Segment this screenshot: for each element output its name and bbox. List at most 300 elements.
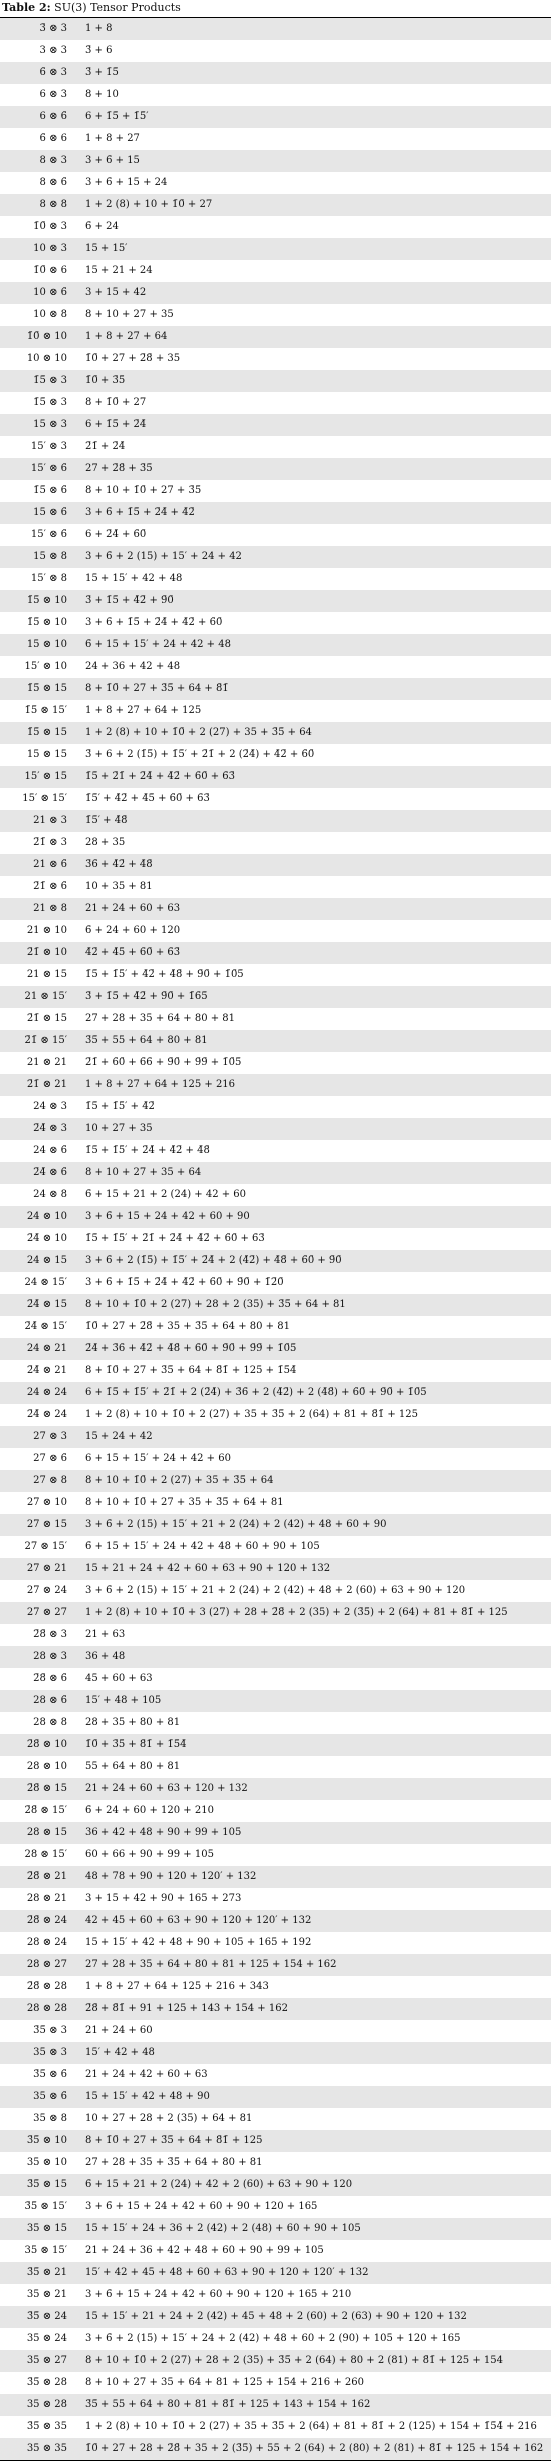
table-row xyxy=(0,2196,551,2218)
decomposition-rhs: 21 + 24 + 36 + 42 + 48 + 60 + 90 + 99 + 105 xyxy=(73,2240,551,2262)
decomposition-rhs: 6 + 2̄4̄ + 6̄0̄ xyxy=(73,524,551,546)
product-lhs: 35 ⊗ 28 xyxy=(0,2394,73,2416)
product-lhs: 35 ⊗ 8 xyxy=(0,2108,73,2130)
table-row xyxy=(0,634,551,656)
decomposition-rhs: 15 + 15′ + 42 + 48 + 90 + 105 + 165 + 192 xyxy=(73,1932,551,1954)
product-lhs: 15′ ⊗ 15′ xyxy=(0,788,73,810)
decomposition-rhs: 1̄5̄ + 1̄5̄′ + 4̄2̄ + 4̄8̄ + 9̄0̄ + 1̄0̄5̄ xyxy=(73,964,551,986)
product-lhs: 2̄8̄ ⊗ 3 xyxy=(0,1624,73,1646)
table-row xyxy=(0,414,551,436)
decomposition-rhs: 6 + 1̄5̄ + 1̄5̄′ + 2̄1̄ + 2 (2̄4̄) + 3̄6̄ + 2 (4̄2̄) + 2 (4̄8̄) + 6̄0̄ + 9̄0̄ + 1̄0̄5̄ xyxy=(73,1382,551,1404)
product-lhs: 10 ⊗ 8 xyxy=(0,304,73,326)
decomposition-rhs: 27 + 28 + 35 + 64 + 80 + 81 xyxy=(73,1008,551,1030)
product-lhs: 2̄1̄ ⊗ 15′ xyxy=(0,1030,73,1052)
table-row xyxy=(0,62,551,84)
product-lhs: 15′ ⊗ 15 xyxy=(0,766,73,788)
decomposition-rhs: 2̄8̄ + 8̄1̄ + 91 + 125 + 143 + 154 + 162 xyxy=(73,1998,551,2020)
table-row xyxy=(0,172,551,194)
decomposition-rhs: 3̄5̄ + 55 + 64 + 80 + 81 xyxy=(73,1030,551,1052)
table-row xyxy=(0,986,551,1008)
decomposition-rhs: 1 + 8 + 27 + 64 xyxy=(73,326,551,348)
product-lhs: 35 ⊗ 15′ xyxy=(0,2240,73,2262)
table-row xyxy=(0,1580,551,1602)
decomposition-rhs: 21 + 63 xyxy=(73,1624,551,1646)
table-row xyxy=(0,1536,551,1558)
product-lhs: 35 ⊗ 35 xyxy=(0,2438,73,2460)
table-row xyxy=(0,1426,551,1448)
decomposition-rhs: 1 + 2 (8) + 10 + 1̄0̄ + 27 xyxy=(73,194,551,216)
decomposition-rhs: 15 + 15′ xyxy=(73,238,551,260)
table-row xyxy=(0,216,551,238)
decomposition-rhs: 21 + 24 + 60 + 63 + 120 + 132 xyxy=(73,1778,551,1800)
table-row xyxy=(0,1008,551,1030)
decomposition-rhs: 21 + 24 + 42 + 60 + 63 xyxy=(73,2064,551,2086)
table-row xyxy=(0,40,551,62)
decomposition-rhs: 15′ + 42 + 45 + 48 + 60 + 63 + 90 + 120 + 120′ + 132 xyxy=(73,2262,551,2284)
table-row xyxy=(0,2108,551,2130)
decomposition-rhs: 1̄5̄′ + 4̄2̄ + 4̄5̄ + 6̄0̄ + 6̄3̄ xyxy=(73,788,551,810)
product-lhs: 3̄5̄ ⊗ 10 xyxy=(0,2130,73,2152)
decomposition-rhs: 1 + 2 (8) + 10 + 1̄0̄ + 2 (27) + 35 + 3̄5̄ + 2 (64) + 81 + 8̄1̄ + 2 (125) + 154 + 1̄5̄4̄ + 216 xyxy=(73,2416,551,2438)
table-row xyxy=(0,238,551,260)
table-row xyxy=(0,106,551,128)
product-lhs: 28 ⊗ 27 xyxy=(0,1954,73,1976)
table-row xyxy=(0,1096,551,1118)
table-row xyxy=(0,1448,551,1470)
product-lhs: 1̄5̄ ⊗ 3 xyxy=(0,392,73,414)
table-row xyxy=(0,1184,551,1206)
product-lhs: 1̄0̄ ⊗ 10 xyxy=(0,326,73,348)
table-row xyxy=(0,2394,551,2416)
table-row xyxy=(0,854,551,876)
table-row xyxy=(0,18,551,40)
decomposition-rhs: 8 + 1̄0̄ + 27 xyxy=(73,392,551,414)
table-row xyxy=(0,1162,551,1184)
decomposition-rhs: 3̄ + 6 xyxy=(73,40,551,62)
table-row xyxy=(0,744,551,766)
decomposition-rhs: 21 + 24 + 60 + 63 xyxy=(73,898,551,920)
table-row xyxy=(0,2284,551,2306)
product-lhs: 27 ⊗ 15′ xyxy=(0,1536,73,1558)
product-lhs: 27 ⊗ 27 xyxy=(0,1602,73,1624)
decomposition-rhs: 3̄5̄ + 55 + 64 + 80 + 81 + 8̄1̄ + 125 + 143 + 154 + 162 xyxy=(73,2394,551,2416)
decomposition-rhs: 1̄5̄ + 1̄5̄′ + 2̄1̄ + 2̄4̄ + 4̄2̄ + 6̄0̄ + 6̄3̄ xyxy=(73,1228,551,1250)
product-lhs: 2̄1̄ ⊗ 21 xyxy=(0,1074,73,1096)
decomposition-rhs: 10 + 27 + 35 xyxy=(73,1118,551,1140)
product-lhs: 2̄8̄ ⊗ 28 xyxy=(0,1976,73,1998)
decomposition-rhs: 3 + 6̄ + 15 + 24 xyxy=(73,172,551,194)
table-row xyxy=(0,2438,551,2460)
table-row xyxy=(0,370,551,392)
decomposition-rhs: 2̄1̄ + 2̄4̄ xyxy=(73,436,551,458)
decomposition-rhs: 8 + 10 + 1̄0̄ + 2 (27) + 28 + 2 (35) + 3̄5̄ + 2 (64) + 80 + 2 (81) + 8̄1̄ + 125 + 154 xyxy=(73,2350,551,2372)
table-row xyxy=(0,2416,551,2438)
product-lhs: 24 ⊗ 24 xyxy=(0,1382,73,1404)
table-row xyxy=(0,1756,551,1778)
table-row xyxy=(0,810,551,832)
product-lhs: 3̄5̄ ⊗ 3 xyxy=(0,2020,73,2042)
decomposition-rhs: 3 + 6̄ + 1̄5̄ + 2̄4̄ + 4̄2̄ + 6̄0̄ + 9̄0̄ + 1̄2̄0̄ xyxy=(73,1272,551,1294)
product-lhs: 3̄5̄ ⊗ 6̄ xyxy=(0,2064,73,2086)
table-row xyxy=(0,1404,551,1426)
table-row xyxy=(0,2064,551,2086)
decomposition-rhs: 21 + 24 + 60 xyxy=(73,2020,551,2042)
decomposition-rhs: 3 + 6̄ + 2 (15) + 15′ + 24 + 2 (42) + 48 + 60 + 2 (90) + 105 + 120 + 165 xyxy=(73,2328,551,2350)
product-lhs: 24 ⊗ 15′ xyxy=(0,1272,73,1294)
decomposition-rhs: 1 + 2 (8) + 10 + 1̄0̄ + 2 (27) + 35 + 3̄5̄ + 64 xyxy=(73,722,551,744)
decomposition-rhs: 6 + 1̄5̄ + 2̄4̄ xyxy=(73,414,551,436)
decomposition-rhs: 27 + 2̄8̄ + 3̄5̄ xyxy=(73,458,551,480)
decomposition-rhs: 6̄ + 15 + 21 + 2 (24) + 42 + 60 xyxy=(73,1184,551,1206)
table-row xyxy=(0,1316,551,1338)
product-lhs: 3̄5̄ ⊗ 15 xyxy=(0,2174,73,2196)
table-row xyxy=(0,1206,551,1228)
table-row xyxy=(0,194,551,216)
decomposition-rhs: 6̄ + 15 + 15′ + 24 + 42 + 48 xyxy=(73,634,551,656)
table-row xyxy=(0,1668,551,1690)
table-row xyxy=(0,1624,551,1646)
product-lhs: 1̄5̄ ⊗ 15 xyxy=(0,678,73,700)
table-row xyxy=(0,1492,551,1514)
product-lhs: 1̄5̄ ⊗ 6̄ xyxy=(0,480,73,502)
table-row xyxy=(0,920,551,942)
decomposition-rhs: 6 + 15 + 15′ + 24 + 42 + 60 xyxy=(73,1448,551,1470)
table-row xyxy=(0,2350,551,2372)
product-lhs: 1̄5̄ ⊗ 10 xyxy=(0,612,73,634)
decomposition-rhs: 60 + 66 + 90 + 99 + 105 xyxy=(73,1844,551,1866)
decomposition-rhs: 42 + 45 + 60 + 63 + 90 + 120 + 120′ + 132 xyxy=(73,1910,551,1932)
table-row xyxy=(0,1272,551,1294)
product-lhs: 2̄4̄ ⊗ 10 xyxy=(0,1228,73,1250)
table-row xyxy=(0,480,551,502)
decomposition-rhs: 28 + 35 + 80 + 81 xyxy=(73,1712,551,1734)
decomposition-rhs: 8 + 1̄0̄ + 27 + 3̄5̄ + 64 + 8̄1̄ + 125 + 1̄5̄4̄ xyxy=(73,1360,551,1382)
table-row xyxy=(0,502,551,524)
decomposition-rhs: 15 + 21 + 24 xyxy=(73,260,551,282)
table-row xyxy=(0,1690,551,1712)
decomposition-rhs: 1̄5̄′ + 4̄8̄ xyxy=(73,810,551,832)
table-row xyxy=(0,1998,551,2020)
product-lhs: 3 ⊗ 3 xyxy=(0,40,73,62)
decomposition-rhs: 3 + 6̄ + 1̄5̄ + 2̄4̄ + 4̄2̄ xyxy=(73,502,551,524)
decomposition-rhs: 3̄ + 1̄5̄ + 4̄2̄ + 9̄0̄ + 1̄6̄5̄ xyxy=(73,986,551,1008)
decomposition-rhs: 1̄0̄ + 3̄5̄ xyxy=(73,370,551,392)
decomposition-rhs: 3 + 6̄ + 15 + 24 + 42 + 60 + 90 + 120 + 165 xyxy=(73,2196,551,2218)
product-lhs: 2̄4̄ ⊗ 15′ xyxy=(0,1316,73,1338)
top-rule xyxy=(0,17,551,18)
table-row xyxy=(0,1382,551,1404)
table-row xyxy=(0,898,551,920)
product-lhs: 3̄ ⊗ 3 xyxy=(0,18,73,40)
decomposition-rhs: 6 + 1̄5̄ + 1̄5̄′ xyxy=(73,106,551,128)
product-lhs: 35 ⊗ 21 xyxy=(0,2284,73,2306)
product-lhs: 2̄8̄ ⊗ 15 xyxy=(0,1778,73,1800)
table-row xyxy=(0,1800,551,1822)
table-row xyxy=(0,458,551,480)
table-row xyxy=(0,1338,551,1360)
table-row xyxy=(0,392,551,414)
table-row xyxy=(0,1646,551,1668)
decomposition-rhs: 15 + 15′ + 21 + 24 + 2 (42) + 45 + 48 + 2 (60) + 2 (63) + 90 + 120 + 132 xyxy=(73,2306,551,2328)
product-lhs: 1̄5̄ ⊗ 15 xyxy=(0,722,73,744)
product-lhs: 28 ⊗ 15′ xyxy=(0,1844,73,1866)
table-row xyxy=(0,2240,551,2262)
decomposition-rhs: 8 + 10 xyxy=(73,84,551,106)
product-lhs: 10 ⊗ 3 xyxy=(0,238,73,260)
table-row xyxy=(0,2086,551,2108)
table-row xyxy=(0,1888,551,1910)
product-lhs: 2̄8̄ ⊗ 21 xyxy=(0,1866,73,1888)
product-lhs: 24 ⊗ 21 xyxy=(0,1338,73,1360)
table-label: Table 2: xyxy=(2,1,51,14)
decomposition-rhs: 28 + 35 xyxy=(73,832,551,854)
table-row xyxy=(0,2042,551,2064)
product-lhs: 24 ⊗ 6̄ xyxy=(0,1140,73,1162)
table-row xyxy=(0,568,551,590)
table-row xyxy=(0,2218,551,2240)
decomposition-rhs: 1 + 8 xyxy=(73,18,551,40)
product-lhs: 6̄ ⊗ 6 xyxy=(0,128,73,150)
product-lhs: 1̄0̄ ⊗ 6 xyxy=(0,260,73,282)
product-lhs: 27 ⊗ 21 xyxy=(0,1558,73,1580)
table-row xyxy=(0,1844,551,1866)
decomposition-rhs: 6̄ + 24 xyxy=(73,216,551,238)
table-row xyxy=(0,678,551,700)
table-row xyxy=(0,2174,551,2196)
decomposition-rhs: 8 + 10 + 27 + 35 xyxy=(73,304,551,326)
decomposition-rhs: 1 + 2 (8) + 10 + 1̄0̄ + 2 (27) + 35 + 3̄5̄ + 2 (64) + 81 + 8̄1̄ + 125 xyxy=(73,1404,551,1426)
product-lhs: 2̄4̄ ⊗ 3 xyxy=(0,1118,73,1140)
decomposition-rhs: 3 + 15 + 42 xyxy=(73,282,551,304)
product-lhs: 35 ⊗ 3 xyxy=(0,2042,73,2064)
table-row xyxy=(0,2372,551,2394)
table-row xyxy=(0,150,551,172)
table-row xyxy=(0,436,551,458)
table-row xyxy=(0,128,551,150)
product-lhs: 28 ⊗ 24 xyxy=(0,1932,73,1954)
table-row xyxy=(0,876,551,898)
table-row xyxy=(0,1954,551,1976)
product-lhs: 27 ⊗ 15 xyxy=(0,1514,73,1536)
product-lhs: 3̄5̄ ⊗ 28 xyxy=(0,2372,73,2394)
decomposition-rhs: 1̄5̄ + 1̄5̄′ + 2̄4̄ + 4̄2̄ + 4̄8̄ xyxy=(73,1140,551,1162)
decomposition-rhs: 55 + 64 + 80 + 81 xyxy=(73,1756,551,1778)
decomposition-rhs: 8 + 1̄0̄ + 27 + 3̄5̄ + 64 + 8̄1̄ xyxy=(73,678,551,700)
decomposition-rhs: 8 + 10 + 27 + 35 + 64 xyxy=(73,1162,551,1184)
product-lhs: 27 ⊗ 3 xyxy=(0,1426,73,1448)
product-lhs: 27 ⊗ 24 xyxy=(0,1580,73,1602)
product-lhs: 2̄8̄ ⊗ 24 xyxy=(0,1910,73,1932)
table-row xyxy=(0,766,551,788)
product-lhs: 15′ ⊗ 10 xyxy=(0,656,73,678)
product-lhs: 6̄ ⊗ 3 xyxy=(0,62,73,84)
decomposition-rhs: 6̄ + 15 + 21 + 2 (24) + 42 + 2 (60) + 63 + 90 + 120 xyxy=(73,2174,551,2196)
product-lhs: 21 ⊗ 15′ xyxy=(0,986,73,1008)
table-row xyxy=(0,1602,551,1624)
decomposition-rhs: 1 + 8 + 27 + 64 + 125 + 216 + 343 xyxy=(73,1976,551,1998)
table-row xyxy=(0,722,551,744)
decomposition-rhs: 15 + 21 + 24 + 42 + 60 + 63 + 90 + 120 + 132 xyxy=(73,1558,551,1580)
decomposition-rhs: 3 + 15 + 42 + 90 + 165 + 273 xyxy=(73,1888,551,1910)
decomposition-rhs: 15 + 24 + 42 xyxy=(73,1426,551,1448)
table-row xyxy=(0,1074,551,1096)
product-lhs: 35 ⊗ 15 xyxy=(0,2218,73,2240)
decomposition-rhs: 4̄2̄ + 4̄5̄ + 6̄0̄ + 6̄3̄ xyxy=(73,942,551,964)
product-lhs: 21 ⊗ 10 xyxy=(0,920,73,942)
table-row xyxy=(0,1294,551,1316)
table-row xyxy=(0,832,551,854)
table-row xyxy=(0,326,551,348)
decomposition-rhs: 36 + 42 + 48 + 90 + 99 + 105 xyxy=(73,1822,551,1844)
product-lhs: 35 ⊗ 6̄ xyxy=(0,2086,73,2108)
table-caption xyxy=(0,0,551,15)
product-lhs: 28 ⊗ 8 xyxy=(0,1712,73,1734)
product-lhs: 21 ⊗ 3 xyxy=(0,810,73,832)
product-lhs: 35 ⊗ 24 xyxy=(0,2328,73,2350)
decomposition-rhs: 1̄0̄ + 27 + 28 + 2̄8̄ + 35 + 2 (3̄5̄) + 55 + 2 (64) + 2 (80) + 2 (81) + 8̄1̄ + 125 + 154 + 162 xyxy=(73,2438,551,2460)
table-row xyxy=(0,304,551,326)
decomposition-rhs: 2̄4̄ + 3̄6̄ + 4̄2̄ + 4̄8̄ + 6̄0̄ + 9̄0̄ + 9̄9̄ + 1̄0̄5̄ xyxy=(73,1338,551,1360)
decomposition-rhs: 3 + 6̄ + 2 (15) + 15′ + 21 + 2 (24) + 2 (42) + 48 + 60 + 90 xyxy=(73,1514,551,1536)
table-row xyxy=(0,2130,551,2152)
decomposition-rhs: 1̄0̄ + 27 + 2̄8̄ + 35 xyxy=(73,348,551,370)
decomposition-rhs: 27 + 28 + 35 + 3̄5̄ + 64 + 80 + 81 xyxy=(73,2152,551,2174)
table-row xyxy=(0,2152,551,2174)
decomposition-rhs: 6̄ + 15 + 15′ + 24 + 42 + 48 + 60 + 90 + 105 xyxy=(73,1536,551,1558)
product-lhs: 1̄0̄ ⊗ 3 xyxy=(0,216,73,238)
table-row xyxy=(0,2020,551,2042)
product-lhs: 28 ⊗ 3 xyxy=(0,1646,73,1668)
table-row xyxy=(0,1030,551,1052)
table-row xyxy=(0,1734,551,1756)
decomposition-rhs: 3 + 6̄ + 2 (15) + 15′ + 21 + 2 (24) + 2 (42) + 48 + 2 (60) + 63 + 90 + 120 xyxy=(73,1580,551,1602)
decomposition-rhs: 8 + 10 + 1̄0̄ + 27 + 35 + 3̄5̄ + 64 + 81 xyxy=(73,1492,551,1514)
product-lhs: 21 ⊗ 21 xyxy=(0,1052,73,1074)
product-lhs: 27 ⊗ 8 xyxy=(0,1470,73,1492)
decomposition-rhs: 3 + 6̄ + 2 (15) + 15′ + 24 + 42 xyxy=(73,546,551,568)
product-lhs: 2̄4̄ ⊗ 6̄ xyxy=(0,1162,73,1184)
product-lhs: 8 ⊗ 3 xyxy=(0,150,73,172)
product-lhs: 6 ⊗ 3 xyxy=(0,84,73,106)
table-row xyxy=(0,546,551,568)
table-title: SU(3) Tensor Products xyxy=(50,1,181,14)
product-lhs: 15 ⊗ 8 xyxy=(0,546,73,568)
table-row xyxy=(0,1910,551,1932)
decomposition-rhs: 3̄ + 6 + 2 (1̄5̄) + 1̄5̄′ + 2̄1̄ + 2 (2̄4̄) + 4̄2̄ + 6̄0̄ xyxy=(73,744,551,766)
decomposition-rhs: 3 + 6̄ + 15 + 24 + 42 + 60 + 90 + 120 + 165 + 210 xyxy=(73,2284,551,2306)
table-row xyxy=(0,612,551,634)
decomposition-rhs: 8 + 10 + 1̄0̄ + 2 (27) + 28 + 2 (35) + 3̄5̄ + 64 + 81 xyxy=(73,1294,551,1316)
decomposition-rhs: 6̄ + 24 + 60 + 120 + 210 xyxy=(73,1800,551,1822)
product-lhs: 15′ ⊗ 6̄ xyxy=(0,524,73,546)
product-lhs: 24 ⊗ 15 xyxy=(0,1250,73,1272)
decomposition-rhs: 3̄ + 1̄5̄ xyxy=(73,62,551,84)
decomposition-rhs: 27 + 28 + 35 + 64 + 80 + 81 + 125 + 154 + 162 xyxy=(73,1954,551,1976)
table-row xyxy=(0,1822,551,1844)
product-lhs: 3̄5̄ ⊗ 15′ xyxy=(0,2196,73,2218)
decomposition-rhs: 3̄6̄ + 4̄2̄ + 4̄8̄ xyxy=(73,854,551,876)
product-lhs: 35 ⊗ 10 xyxy=(0,2152,73,2174)
decomposition-rhs: 15 + 15′ + 42 + 48 xyxy=(73,568,551,590)
table-row xyxy=(0,1778,551,1800)
table-row xyxy=(0,1514,551,1536)
decomposition-rhs: 15′ + 48 + 105 xyxy=(73,1690,551,1712)
table-row xyxy=(0,348,551,370)
decomposition-rhs: 24 + 36 + 42 + 48 xyxy=(73,656,551,678)
product-lhs: 3̄5̄ ⊗ 35 xyxy=(0,2416,73,2438)
product-lhs: 28 ⊗ 10 xyxy=(0,1756,73,1778)
decomposition-rhs: 8 + 1̄0̄ + 27 + 3̄5̄ + 64 + 8̄1̄ + 125 xyxy=(73,2130,551,2152)
product-lhs: 15′ ⊗ 6̄ xyxy=(0,458,73,480)
decomposition-rhs: 1 + 8 + 27 xyxy=(73,128,551,150)
product-lhs: 2̄4̄ ⊗ 15 xyxy=(0,1294,73,1316)
decomposition-rhs: 45 + 60 + 63 xyxy=(73,1668,551,1690)
product-lhs: 28 ⊗ 15 xyxy=(0,1822,73,1844)
decomposition-rhs: 1 + 8 + 27 + 64 + 125 xyxy=(73,700,551,722)
table-row xyxy=(0,656,551,678)
decomposition-rhs: 10 + 35 + 81 xyxy=(73,876,551,898)
product-lhs: 10 ⊗ 10 xyxy=(0,348,73,370)
product-lhs: 2̄1̄ ⊗ 3 xyxy=(0,832,73,854)
product-lhs: 35 ⊗ 27 xyxy=(0,2350,73,2372)
product-lhs: 27 ⊗ 6̄ xyxy=(0,1448,73,1470)
product-lhs: 24 ⊗ 8 xyxy=(0,1184,73,1206)
decomposition-rhs: 6̄ + 24 + 60 + 120 xyxy=(73,920,551,942)
table-row xyxy=(0,1470,551,1492)
decomposition-rhs: 1 + 8 + 27 + 64 + 125 + 216 xyxy=(73,1074,551,1096)
decomposition-rhs: 3 + 6̄ + 1̄5̄ + 2̄4̄ + 4̄2̄ + 6̄0̄ xyxy=(73,612,551,634)
decomposition-rhs: 1 + 2 (8) + 10 + 1̄0̄ + 3 (27) + 28 + 2̄8̄ + 2 (35) + 2 (3̄5̄) + 2 (64) + 81 + 8̄1̄ + 125 xyxy=(73,1602,551,1624)
product-lhs: 2̄4̄ ⊗ 24 xyxy=(0,1404,73,1426)
product-lhs: 28 ⊗ 28 xyxy=(0,1998,73,2020)
table-row xyxy=(0,2328,551,2350)
decomposition-rhs: 8 + 10 + 1̄0̄ + 27 + 3̄5̄ xyxy=(73,480,551,502)
table-row xyxy=(0,1866,551,1888)
table-row xyxy=(0,84,551,106)
product-lhs: 21 ⊗ 8 xyxy=(0,898,73,920)
table-row xyxy=(0,1360,551,1382)
decomposition-rhs: 2̄1̄ + 6̄0̄ + 6̄6̄ + 9̄0̄ + 9̄9̄ + 1̄0̄5̄ xyxy=(73,1052,551,1074)
product-lhs: 8 ⊗ 8 xyxy=(0,194,73,216)
table-row xyxy=(0,2306,551,2328)
table-row xyxy=(0,282,551,304)
table-row xyxy=(0,1932,551,1954)
decomposition-rhs: 15 + 15′ + 24 + 36 + 2 (42) + 2 (48) + 60 + 90 + 105 xyxy=(73,2218,551,2240)
decomposition-rhs: 3 + 6̄ + 15 xyxy=(73,150,551,172)
product-lhs: 15 ⊗ 15 xyxy=(0,744,73,766)
decomposition-rhs: 15 + 15′ + 42 + 48 + 90 xyxy=(73,2086,551,2108)
decomposition-rhs: 1̄0̄ + 3̄5̄ + 8̄1̄ + 1̄5̄4̄ xyxy=(73,1734,551,1756)
product-lhs: 8 ⊗ 6̄ xyxy=(0,172,73,194)
product-lhs: 15′ ⊗ 3 xyxy=(0,436,73,458)
product-lhs: 1̄5̄ ⊗ 15′ xyxy=(0,700,73,722)
product-lhs: 3̄5̄ ⊗ 21 xyxy=(0,2262,73,2284)
table-row xyxy=(0,590,551,612)
product-lhs: 1̄5̄ ⊗ 10 xyxy=(0,590,73,612)
product-lhs: 15′ ⊗ 8 xyxy=(0,568,73,590)
product-lhs: 6 ⊗ 6̄ xyxy=(0,106,73,128)
decomposition-rhs: 48 + 78 + 90 + 120 + 120′ + 132 xyxy=(73,1866,551,1888)
product-lhs: 15 ⊗ 6̄ xyxy=(0,502,73,524)
decomposition-rhs: 10 + 27 + 28 + 2 (35) + 64 + 81 xyxy=(73,2108,551,2130)
product-lhs: 1̄5̄ ⊗ 3 xyxy=(0,370,73,392)
decomposition-rhs: 3 + 6̄ + 2 (1̄5̄) + 1̄5̄′ + 2̄4̄ + 2 (4̄2̄) + 4̄8̄ + 6̄0̄ + 9̄0̄ xyxy=(73,1250,551,1272)
decomposition-rhs: 1̄5̄ + 2̄1̄ + 2̄4̄ + 4̄2̄ + 6̄0̄ + 6̄3̄ xyxy=(73,766,551,788)
table-row xyxy=(0,1712,551,1734)
product-lhs: 2̄1̄ ⊗ 15 xyxy=(0,1008,73,1030)
decomposition-rhs: 8 + 10 + 27 + 35 + 64 + 81 + 125 + 154 + 216 + 260 xyxy=(73,2372,551,2394)
product-lhs: 27 ⊗ 10 xyxy=(0,1492,73,1514)
